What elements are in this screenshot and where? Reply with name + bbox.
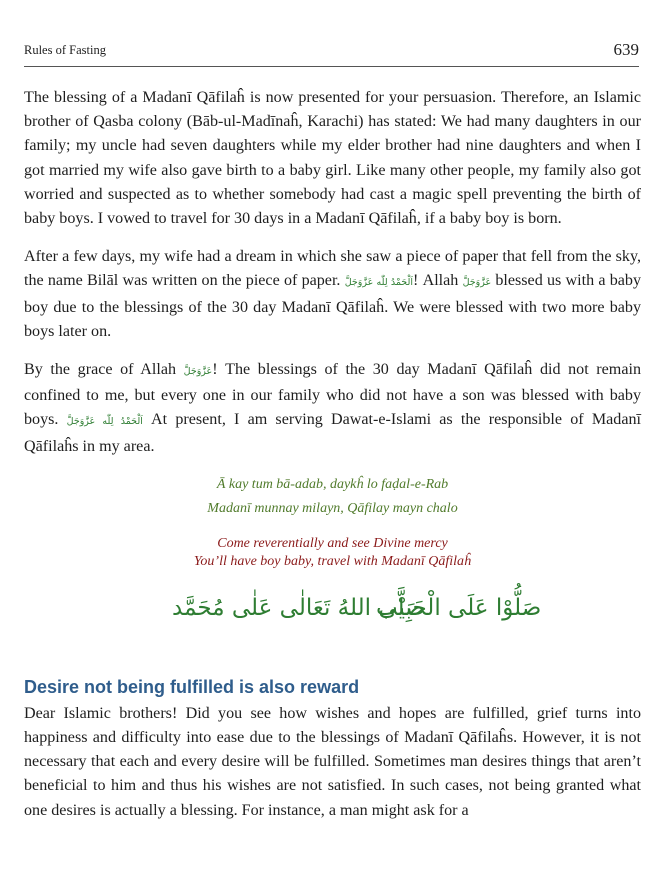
section-heading: Desire not being fulfilled is also reward — [24, 676, 360, 697]
paragraph-3-text-2: ! The blessings of the 30 day Madanī Qāfilaĥ did not remain confined to me, but every one in our family who did not have a son was blessed with baby boys. — [24, 361, 641, 429]
verse-line-1: Ā kay tum bā-adab, daykĥ lo faḍal-e-Rab — [216, 476, 449, 492]
salawat-calligraphy — [24, 587, 641, 647]
verse-line-2: Madanī munnay milayn, Qāfilay mayn chalo — [207, 500, 458, 516]
paragraph-1: The blessing of a Madanī Qāfilaĥ is now presented for your persuasion. Therefore, an Islamic brother of Qasba colony (Bāb-ul-Madīnaĥ, Karachi) has stated: We had many daughters in our family; my uncle had seven daughters while my elder brother had nine daughters and when I got married my wife also gave birth to a baby girl. Like many other people, my family also got worried and suspected as to whether somebody had cast a magic spell preventing the birth of baby boys. I vowed to travel for 30 days in a Madanī Qāfilaĥ, if a baby boy is born. — [24, 89, 641, 228]
paragraph-3 — [24, 358, 641, 459]
paragraph-2 — [24, 245, 641, 344]
salawat-response: صَلَّى اللهُ تَعَالٰى عَلٰى مُحَمَّد — [172, 594, 425, 621]
paragraph-2-text-3: blessed us with a baby boy due to the blessings of the 30 day Madanī Qāfilaĥ. We were blessed with two more baby boys later on. — [24, 272, 642, 340]
page-content — [24, 86, 641, 837]
translation-line-2: You’ll have boy baby, travel with Madanī Qāfilaĥ — [193, 553, 472, 569]
running-head: Rules of Fasting — [24, 43, 106, 57]
paragraph-2-text-2: ! Allah — [412, 272, 463, 290]
paragraph-3-text-3: At present, I am serving Dawat-e-Islami as the responsible of Madanī Qāfilaĥs in my area. — [24, 411, 642, 455]
verse-transliteration — [24, 473, 641, 521]
verse-translation — [24, 535, 641, 571]
azza-wa-jall-arabic: عَزَّوَجَلَّ — [462, 277, 492, 289]
alhamdulillah-arabic: اَلْحَمْدُ لِلّٰه عَزَّوَجَلَّ — [344, 277, 413, 289]
paragraph-2-text-1: After a few days, my wife had a dream in which she saw a piece of paper that fell from the sky, the name Bilāl was written on the piece of paper. — [24, 248, 641, 290]
page-header — [24, 38, 639, 67]
translation-line-1: Come reverentially and see Divine mercy — [217, 535, 448, 551]
salawat-call: صَلُّوْا عَلَى الْحَبِيْب — [376, 594, 542, 621]
paragraph-3-text-1: By the grace of Allah — [24, 361, 184, 379]
azza-wa-jall-arabic: عَزَّوَجَلَّ — [183, 366, 213, 378]
paragraph-4: Dear Islamic brothers! Did you see how wishes and hopes are fulfilled, grief turns into happiness and difficulty into ease due to the blessings of Madanī Qāfilaĥs. However, it is not necessary that each and every desire will be fulfilled. Sometimes man desires things that aren’t beneficial to him and thus his wishes are not satisfied. In such cases, not being granted what one desires is actually a blessing. For instance, a man might ask for a — [24, 704, 641, 819]
alhamdulillah-arabic: اَلْحَمْدُ لِلّٰه عَزَّوَجَلَّ — [66, 416, 143, 428]
page-number: 639 — [613, 40, 639, 59]
